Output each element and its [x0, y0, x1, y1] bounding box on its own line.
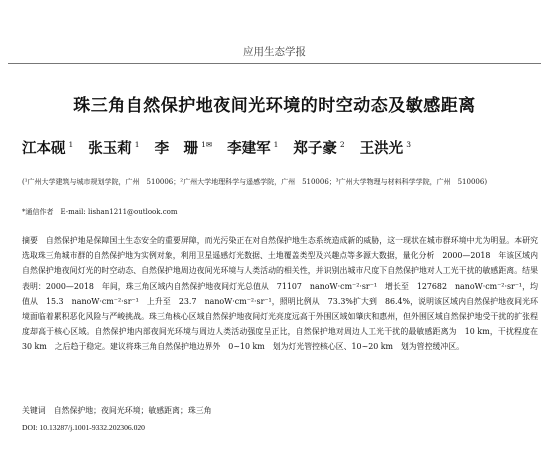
abstract-text: 自然保护地是保障国土生态安全的重要屏障，而光污染正在对自然保护地生态系统造成新的威胁，这一现状在城市群环境中尤为明显。本研究选取珠三角城市群的自然保护地为实例对象，利用卫星遥感灯光数据、土地覆盖类型及兴趣点等多源大数据，量化分析 2000—2018 年该区域内自然保护地夜间灯光的时空动态、自然保护地周边夜间光环境与人类活动的相关性，并识别出城市尺度下自然保护地对人工光干扰的敏感距离。结果表明：2000—2018 年间，珠三角区域内自然保护地夜间灯光总值从 71107 nanoW·cm⁻²·sr⁻¹ 增长至 127682 nanoW·cm⁻²·sr⁻¹，均值从 15.3 nanoW·cm⁻²·sr⁻¹ 上升至 23.7 nanoW·cm⁻²·sr⁻¹，照明比例从 73.3%扩大到 86.4%，说明该区域内自然保护地夜间光环境面临着累积恶化风险与严峻挑战。珠三角核心区域自然保护地夜间灯光亮度远高于外围区域如肇庆和惠州，但外围区域自然保护地受干扰的扩张程度却高于核心区域。自然保护地内部夜间光环境与周边人类活动强度呈正比，自然保护地对周边人工光干扰的最敏感距离为 10 km，干扰程度在 30 km 之后趋于稳定。建议将珠三角自然保护地边界外 0~10 km 划为灯光管控核心区、10~20 km 划为管控缓冲区。 [22, 236, 546, 352]
author-affiliation-mark: 1 [134, 140, 140, 150]
author-affiliation-mark: 1 [68, 140, 74, 150]
affiliations: (¹广州大学建筑与城市规划学院，广州 510006；²广州大学地理科学与遥感学院，广州 510006；³广州大学物理与材料科学学院，广州 510006) [22, 178, 488, 186]
author-name-text: 李 珊 [154, 140, 199, 157]
author-affiliation-mark: 1✉ [201, 140, 213, 150]
header-rule [8, 63, 541, 64]
author-name [88, 137, 139, 158]
author-name-text: 李建军 [227, 140, 271, 157]
abstract [22, 233, 546, 355]
paper-title: 珠三角自然保护地夜间光环境的时空动态及敏感距离 [73, 96, 476, 116]
journal-name: 应用生态学报 [243, 46, 306, 58]
author-affiliation-mark: 3 [406, 140, 411, 150]
author-name [360, 137, 411, 158]
author-affiliation-mark: 2 [339, 140, 345, 150]
author-name-text: 张玉莉 [88, 140, 132, 157]
keywords-text: 自然保护地；夜间光环境；敏感距离；珠三角 [53, 406, 212, 415]
author-name-text: 王洪光 [359, 140, 404, 157]
author-name [22, 137, 73, 158]
author-name [155, 137, 213, 158]
author-name [293, 137, 344, 158]
doi: DOI: 10.13287/j.1001-9332.202306.020 [22, 423, 145, 432]
keywords-label: 关键词 [22, 406, 46, 415]
author-affiliation-mark: 1 [273, 140, 279, 150]
abstract-label: 摘要 [22, 236, 38, 245]
author-name-text: 郑子豪 [293, 140, 337, 157]
correspondence: *通信作者 E-mail: lishan1211@outlook.com [22, 208, 178, 216]
author-list [22, 137, 532, 158]
author-name-text: 江本砚 [22, 140, 66, 157]
keywords [22, 405, 537, 416]
author-name [227, 137, 278, 158]
